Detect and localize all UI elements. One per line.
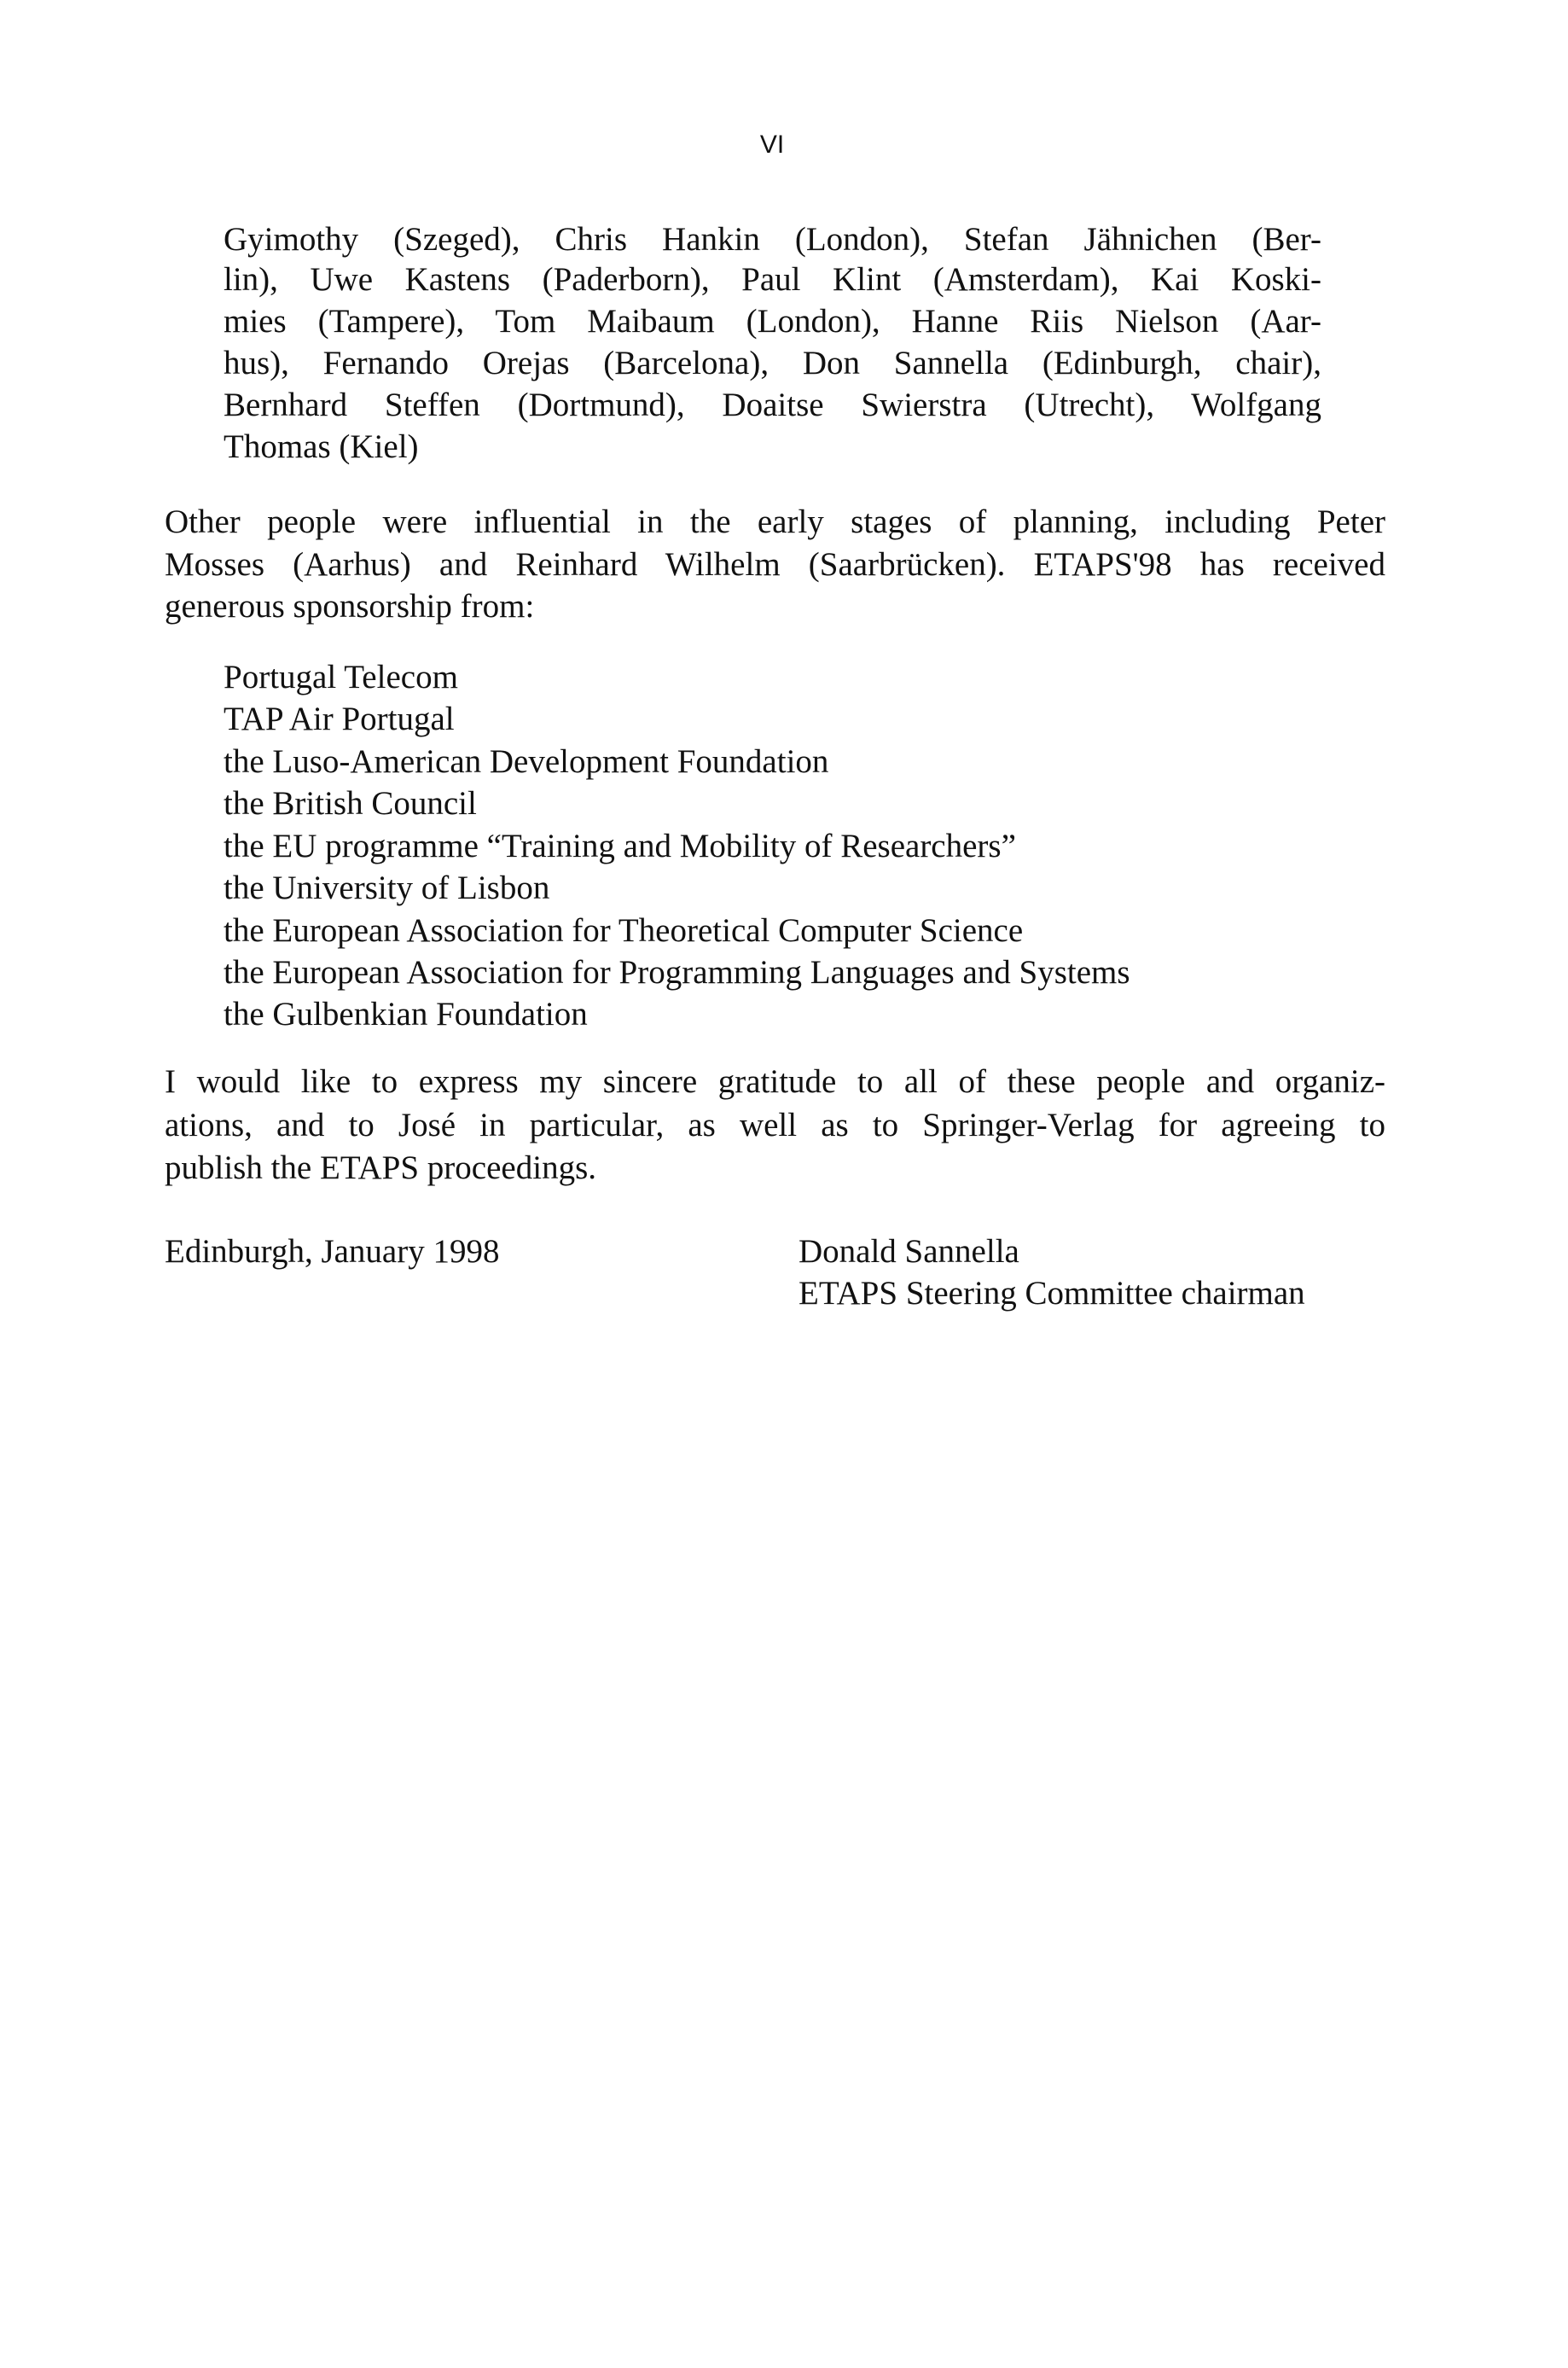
text-line: Gyimothy (Szeged), Chris Hankin (London), Stefan Jähnichen (Ber- (224, 221, 1321, 258)
text-line: generous sponsorship from: (165, 588, 535, 625)
sponsor-item: the EU programme “Training and Mobility of Researchers” (224, 828, 1016, 864)
text-line: hus), Fernando Orejas (Barcelona), Don Sannella (Edinburgh, chair), (224, 345, 1321, 381)
sponsor-item: Portugal Telecom (224, 659, 458, 695)
sponsor-item: the British Council (224, 785, 477, 822)
signer-title: ETAPS Steering Committee chairman (799, 1275, 1305, 1312)
text-line: Mosses (Aarhus) and Reinhard Wilhelm (Saarbrücken). ETAPS'98 has received (165, 546, 1385, 583)
sponsor-item: TAP Air Portugal (224, 701, 455, 737)
page-number: VI (759, 131, 785, 159)
text-line: Thomas (Kiel) (224, 428, 419, 465)
sponsor-item: the European Association for Theoretical Computer Science (224, 912, 1024, 949)
sponsor-item: the European Association for Programming Languages and Systems (224, 954, 1130, 991)
sponsor-item: the University of Lisbon (224, 870, 550, 906)
text-line: I would like to express my sincere gratitude to all of these people and organiz- (165, 1063, 1385, 1100)
signer-name: Donald Sannella (799, 1233, 1019, 1270)
text-line: lin), Uwe Kastens (Paderborn), Paul Klint (Amsterdam), Kai Koski- (224, 261, 1321, 298)
place-date: Edinburgh, January 1998 (165, 1233, 500, 1270)
sponsor-item: the Gulbenkian Foundation (224, 996, 588, 1033)
text-line: mies (Tampere), Tom Maibaum (London), Hanne Riis Nielson (Aar- (224, 303, 1321, 340)
sponsor-item: the Luso-American Development Foundation (224, 743, 829, 780)
text-line: Other people were influential in the early stages of planning, including Peter (165, 503, 1385, 540)
text-line: Bernhard Steffen (Dortmund), Doaitse Swierstra (Utrecht), Wolfgang (224, 387, 1321, 423)
text-line: ations, and to José in particular, as well as to Springer-Verlag for agreeing to (165, 1107, 1385, 1143)
text-line: publish the ETAPS proceedings. (165, 1149, 596, 1186)
